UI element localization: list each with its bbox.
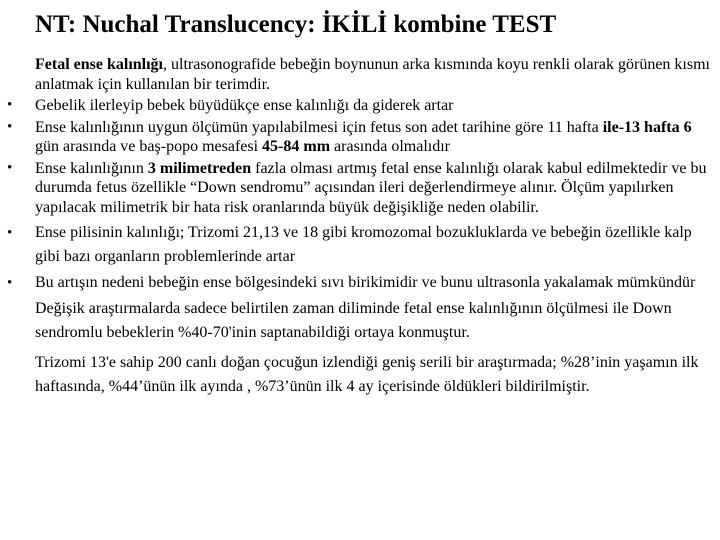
list-item [7,96,715,116]
bullet-marker: • [7,225,13,241]
bullet-text-5: Bu artışın nedeni bebeğin ense bölgesindeki sıvı birikimidir ve bunu ultrasonla yakalamak mümkündür [35,274,696,291]
list-item [7,271,715,295]
list-item [7,118,715,157]
bullet-marker: • [7,275,13,291]
bullet-text-2b: gün arasında ve baş-popo mesafesi [35,138,263,155]
intro-term: Fetal ense kalınlığı [35,56,163,73]
bullet-marker: • [7,118,13,135]
slide-body [7,55,715,399]
down-syndrome-paragraph: Değişik araştırmalarda sadece belirtilen zaman diliminde fetal ense kalınlığının ölçülmesi ile Down sendromlu bebeklerin %40-70'inin saptanabildiği ortaya konmuştur. [35,300,672,341]
bullet-text-2c: arasında olmalıdır [330,138,450,155]
intro-text: , ultrasonografide bebeğin boynunun arka kısmında koyu renkli olarak görünen kısmı anlatmak için kullanılan bir terimdir. [35,56,710,93]
bullet-text-1: Gebelik ilerleyip bebek büyüdükçe ense kalınlığı da giderek artar [35,97,454,114]
bullet-bold-weeks: ile-13 hafta 6 [602,118,692,136]
bullet-bold-mm: 45-84 mm [262,138,331,155]
bullet-bold-threshold: 3 milimetreden [147,159,252,177]
bullet-text-4: Ense pilisinin kalınlığı; Trizomi 21,13 ve 18 gibi kromozomal bozukluklarda ve bebeğin özellikle kalp gibi bazı organların problemlerinde artar [35,224,692,265]
trisomy-paragraph: Trizomi 13'e sahip 200 canlı doğan çocuğun izlendiği geniş serili bir araştırmada; %28’inin yaşamın ilk haftasında, %44’ünün ilk ayında , %73’ünün ilk 4 ay içerisinde öldükleri bildirilmiştir. [35,354,699,395]
intro-paragraph [35,55,715,94]
list-item [7,221,715,269]
bullet-text-3a: Ense kalınlığının [35,159,148,177]
list-item [7,159,715,218]
slide-title: NT: Nuchal Translucency: İKİLİ kombine TEST [35,11,557,38]
bullet-marker: • [7,159,13,176]
bullet-marker: • [7,97,13,113]
bullet-text-2a: Ense kalınlığının uygun ölçümün yapılabilmesi için fetus son adet tarihine göre 11 hafta [35,118,603,136]
bullet-text-3b: fazla olması artmış fetal ense kalınlığı olarak kabul edilmektedir ve bu durumda fetus özellikle “Down sendromu” açısından ileri değerlendirmeye alınır. Ölçüm yapılırken yapılacak milimetrik bir hata risk oranlarında büyük değişikliğe neden olabilir. [35,159,707,216]
